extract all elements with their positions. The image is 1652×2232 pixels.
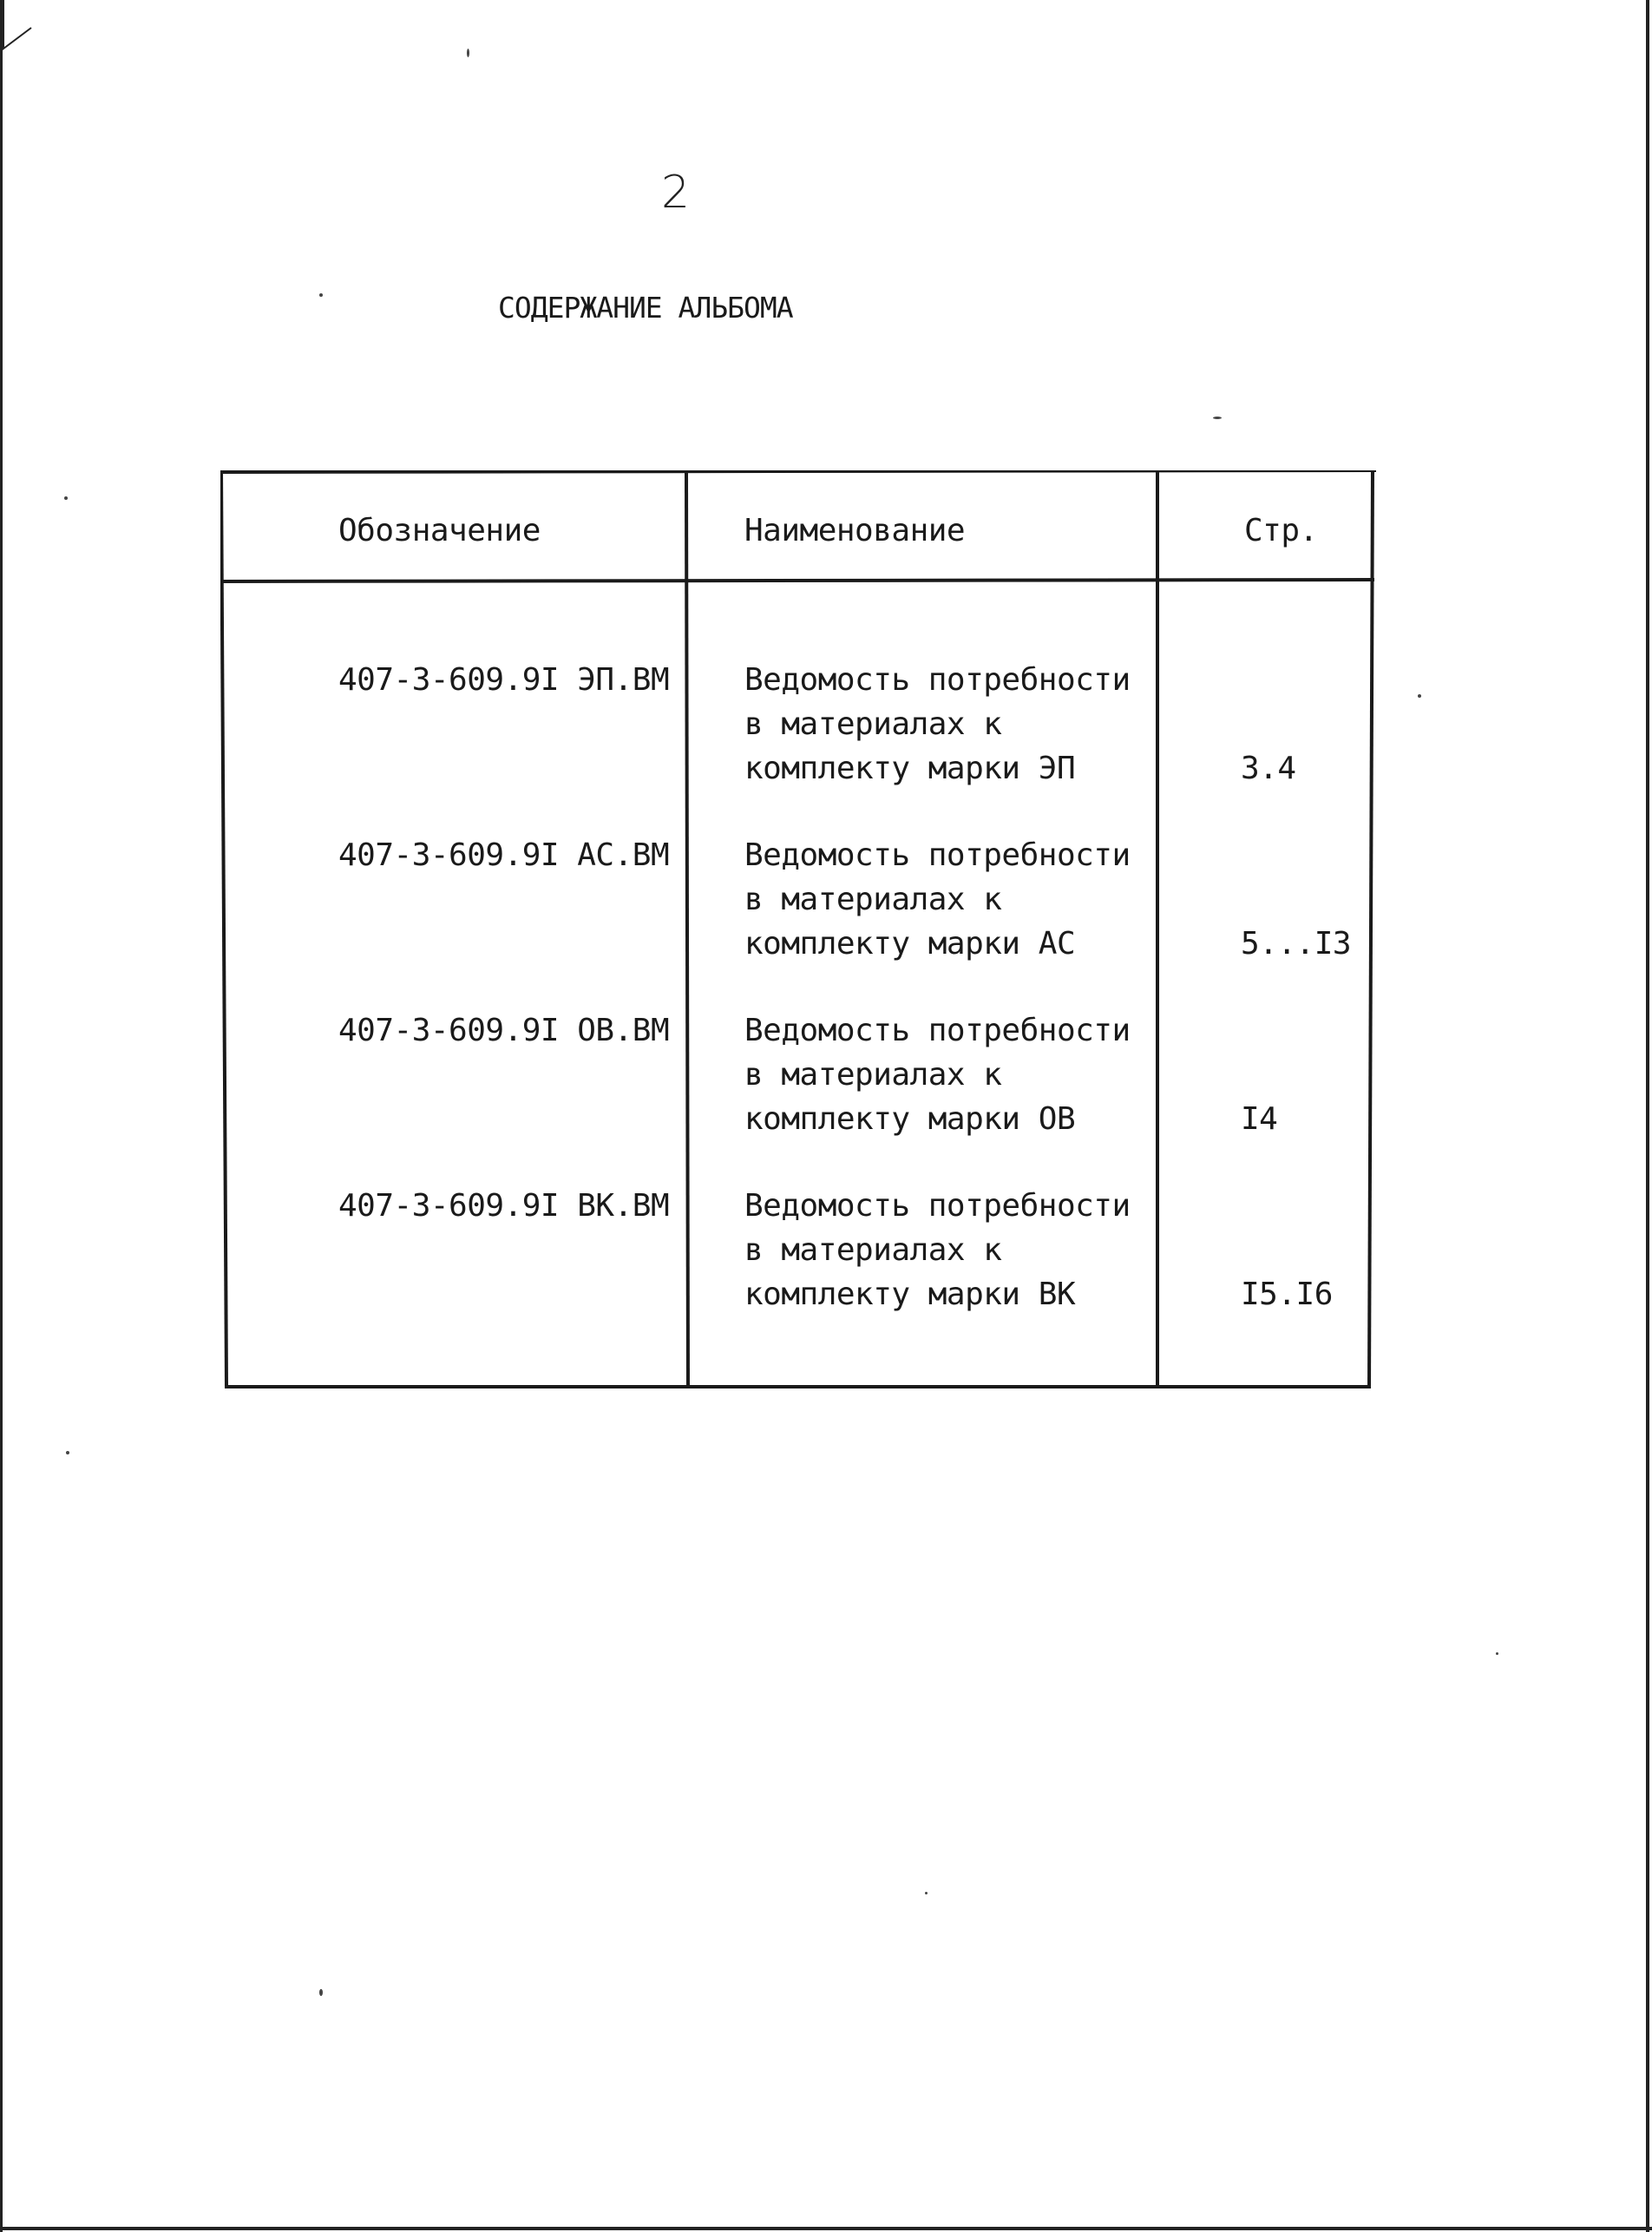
- scan-speck: [319, 293, 323, 297]
- row-1-name-line-2: в материалах к: [744, 706, 1002, 742]
- row-2-code: 407-3-609.9I АС.ВМ: [338, 837, 670, 873]
- scan-border-bottom: [0, 2227, 1652, 2230]
- scan-border-right: [1646, 0, 1649, 2232]
- row-1-code: 407-3-609.9I ЭП.ВМ: [338, 662, 670, 698]
- row-2-page: 5...I3: [1241, 926, 1352, 962]
- row-2-name-line-3: комплекту марки АС: [744, 926, 1076, 962]
- page-corner-fold-mark: [2, 0, 36, 52]
- scan-speck: [1213, 417, 1222, 419]
- row-1-name-line-1: Ведомость потребности: [744, 662, 1131, 698]
- scan-speck: [925, 1892, 928, 1894]
- scan-speck: [1496, 1652, 1498, 1655]
- document-title: СОДЕРЖАНИЕ АЛЬБОМА: [498, 291, 793, 325]
- row-4-name-line-3: комплекту марки ВК: [744, 1277, 1076, 1312]
- row-3-code: 407-3-609.9I ОВ.ВМ: [338, 1013, 670, 1048]
- scan-border-left: [0, 0, 3, 2232]
- scan-speck: [1418, 694, 1421, 698]
- row-4-page: I5.I6: [1241, 1277, 1333, 1312]
- row-3-name-line-1: Ведомость потребности: [744, 1013, 1131, 1048]
- scan-speck: [467, 49, 469, 57]
- row-1-name-line-3: комплекту марки ЭП: [744, 751, 1076, 786]
- row-1-page: 3.4: [1241, 751, 1296, 786]
- contents-table: [220, 470, 1376, 1387]
- row-4-name-line-1: Ведомость потребности: [744, 1188, 1131, 1224]
- header-page: Стр.: [1244, 513, 1318, 548]
- row-2-name-line-1: Ведомость потребности: [744, 837, 1131, 873]
- header-code: Обозначение: [338, 513, 541, 548]
- row-3-name-line-2: в материалах к: [744, 1057, 1002, 1093]
- row-3-page: I4: [1241, 1101, 1278, 1137]
- scan-speck: [66, 1451, 69, 1454]
- scan-speck: [319, 1989, 323, 1996]
- page-number: 2: [661, 167, 691, 219]
- row-3-name-line-3: комплекту марки ОВ: [744, 1101, 1076, 1137]
- row-4-code: 407-3-609.9I ВК.ВМ: [338, 1188, 670, 1224]
- scan-speck: [64, 496, 68, 500]
- row-2-name-line-2: в материалах к: [744, 882, 1002, 917]
- row-4-name-line-2: в материалах к: [744, 1232, 1002, 1268]
- header-name: Наименование: [744, 513, 966, 548]
